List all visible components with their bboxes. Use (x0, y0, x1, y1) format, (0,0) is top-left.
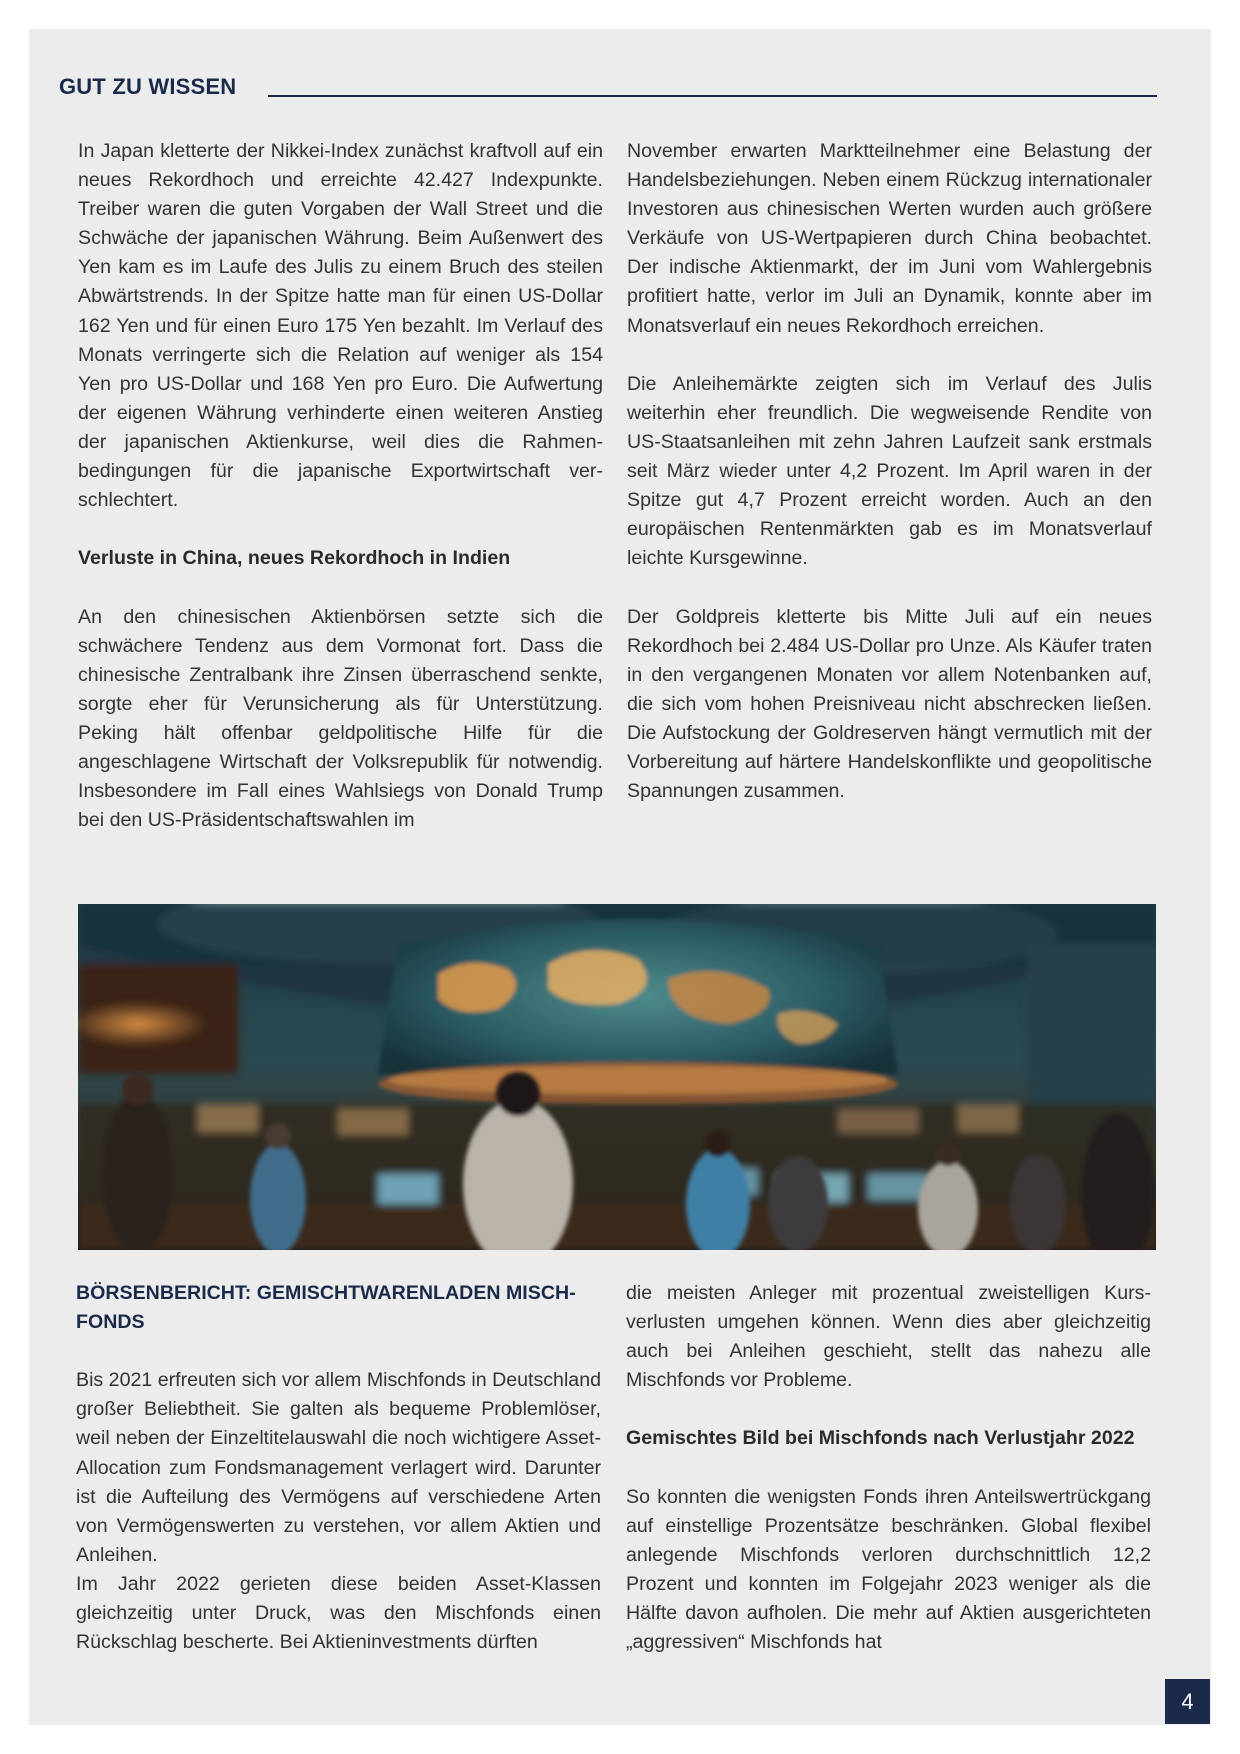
bottom-left-column (76, 1279, 601, 1657)
paragraph-china-continued: November erwarten Marktteilnehmer eine Belastung der Handelsbeziehungen. Neben einem Rückzug internationaler Investoren aus chinesischen Werten wurden auch größere Verkäufe von US-Wertpapieren durch China beobachtet. Der indische Aktienmarkt, der im Juni vom Wahlergebnis profitiert hatte, verlor im Juli an Dynamik, konnte aber im Monatsverlauf ein neues Rekordhoch erreichen. (627, 140, 1152, 337)
paragraph-gold: Der Goldpreis kletterte bis Mitte Juli auf ein neues Rekordhoch bei 2.484 US-Dollar pro Unze. Als Käufer traten in den vergangenen Monaten vor allem Notenbanken auf, die sich vom hohen Preisniveau nicht abschrecken ließen. Die Aufstockung der Goldreserven hängt vermutlich mit der Vorbereitung auf härtere Handelskonflikte und geopolitische Spannungen zusammen. (627, 605, 1152, 803)
section-heading-gut-zu-wissen: GUT ZU WISSEN (59, 74, 237, 99)
paragraph-2022: Im Jahr 2022 gerieten diese beiden Asset-Klassen gleichzeitig unter Druck, was den Mischfonds einen Rückschlag bescherte. Bei Aktieninvestments dürften (76, 1572, 601, 1654)
paragraph-anleger: die meisten Anleger mit prozentual zweistelligen Kursverlusten umgehen können. Wenn dies aber gleichzeitig auch bei Anleihen geschieht, stellt das nahezu alle Mischfonds vor Probleme. (626, 1282, 1151, 1392)
top-right-column (627, 137, 1152, 806)
page-number: 4 (1165, 1679, 1210, 1724)
trading-floor-photo (78, 904, 1156, 1250)
trading-floor-illustration (78, 904, 1156, 1250)
paragraph-mischfonds-intro: Bis 2021 erfreuten sich vor allem Mischfonds in Deutschland großer Beliebtheit. Sie galten als bequeme Problemlöser, weil neben der Einzeltitelauswahl die noch wichtigere Asset-Allocation zum Fondsmanagement verlagert wird. Darunter ist die Aufteilung des Vermögens auf verschiedene Arten von Vermögenswerten zu verstehen, vor allem Aktien und Anleihen. (76, 1369, 601, 1566)
subheading-china-india: Verluste in China, neues Rekordhoch in Indien (78, 547, 511, 570)
paragraph-fonds-verluste: So konnten die wenigsten Fonds ihren Anteilswertrückgang auf einstellige Prozentsätze beschränken. Global flexibel anlegende Mischfonds verloren durchschnittlich 12,2 Prozent und konnten im Folgejahr 2023 weniger als die Hälfte davon aufholen. Die mehr auf Aktien ausgerichteten „aggressiven“ Mischfonds hat (626, 1485, 1151, 1654)
section-heading-boersenbericht: BÖRSENBERICHT: GEMISCHTWARENLADEN MISCHFONDS (76, 1282, 576, 1334)
heading-rule (268, 95, 1157, 97)
subheading-gemischtes-bild: Gemischtes Bild bei Mischfonds nach Verlustjahr 2022 (626, 1427, 1135, 1450)
top-left-column (78, 137, 603, 835)
paragraph-bonds: Die Anleihemärkte zeigten sich im Verlauf des Julis weiterhin eher freundlich. Die wegweisende Rendite von US-Staatsanleihen mit zehn Jahren Laufzeit sank erstmals seit März wieder unter 4,2 Prozent. Im April waren in der Spitze gut 4,7 Prozent erreicht worden. Auch an den europäischen Rentenmärkten gab es im Monatsverlauf leichte Kursgewinne. (627, 372, 1152, 570)
paragraph-japan: In Japan kletterte der Nikkei-Index zunächst kraftvoll auf ein neues Rekordhoch und erreichte 42.427 Indexpunkte. Treiber waren die guten Vorgaben der Wall Street und die Schwäche der japanischen Währung. Beim Außenwert des Yen kam es im Laufe des Julis zu einem Bruch des steilen Abwärtstrends. In der Spitze hatte man für einen US-Dollar 162 Yen und für einen Euro 175 Yen bezahlt. Im Verlauf des Monats verringerte sich die Relation auf weniger als 154 Yen pro US-Dollar und 168 Yen pro Euro. Die Aufwertung der eigenen Währung verhinderte einen weiteren Anstieg der japanischen Aktienkurse, weil dies die Rahmenbedingungen für die japanische Exportwirtschaft verschlechtert. (78, 140, 603, 512)
paragraph-china: An den chinesischen Aktienbörsen setzte sich die schwächere Tendenz aus dem Vormonat fort. Dass die chinesische Zentralbank ihre Zinsen überraschend senkte, sorgte eher für Verunsicherung als für Unterstützung. Peking hält offenbar geldpolitische Hilfe für die angeschlagene Wirtschaft der Volksrepublik für notwendig. Insbesondere im Fall eines Wahlsiegs von Donald Trump bei den US-Präsidentschaftswahlen im (78, 605, 603, 832)
bottom-right-column (626, 1279, 1151, 1657)
